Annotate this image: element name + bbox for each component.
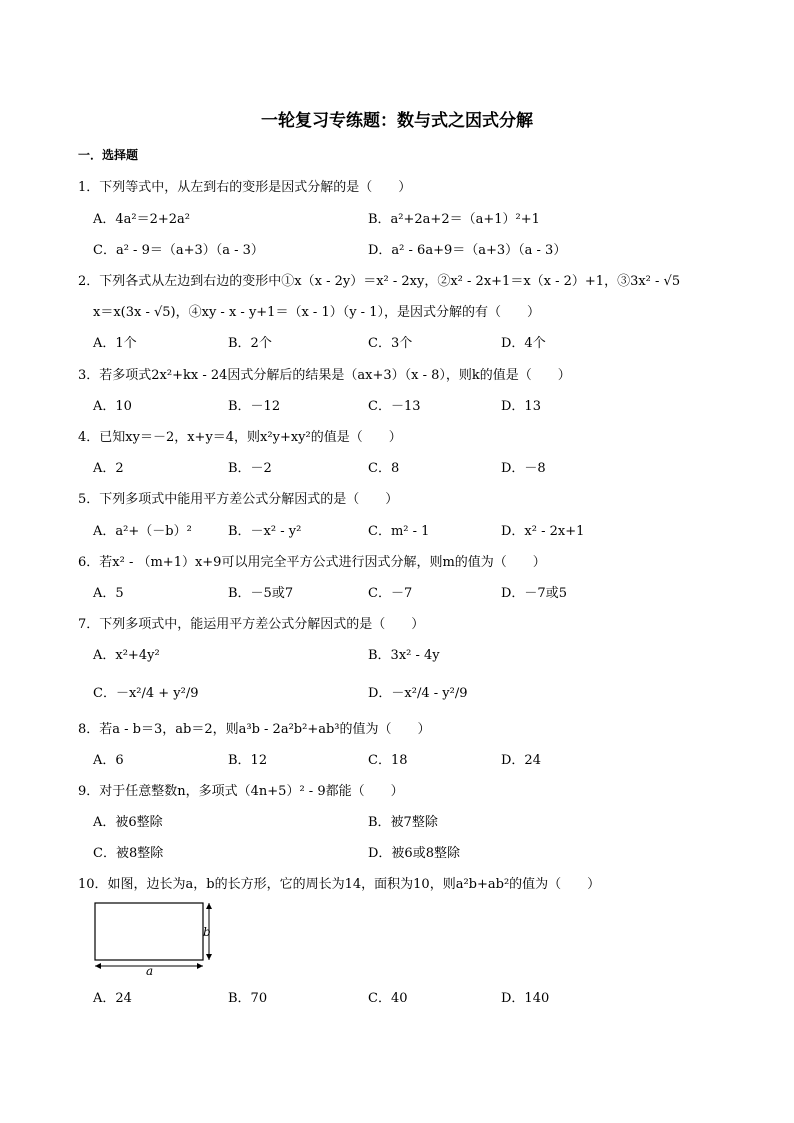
question-stem: 8．若a - b＝3，ab＝2，则a³b - 2a²b²+ab³的值为（ ） <box>78 722 431 737</box>
option-a: A．10 <box>93 399 132 414</box>
option-c: C．3个 <box>368 336 413 351</box>
option-d: D．－8 <box>501 461 546 476</box>
question-stem: 7．下列多项式中，能运用平方差公式分解因式的是（ ） <box>78 617 425 632</box>
question-stem: 10．如图，边长为a，b的长方形，它的周长为14，面积为10，则a²b+ab²的值为（ ） <box>78 877 601 892</box>
option-b: B．12 <box>228 753 268 768</box>
option-c: C．被8整除 <box>93 846 164 861</box>
option-b: B．－2 <box>228 461 272 476</box>
option-c: C．a² - 9＝（a+3）（a - 3） <box>93 243 264 258</box>
question-stem: 4．已知xy＝－2，x+y＝4，则x²y+xy²的值是（ ） <box>78 430 402 445</box>
option-a: A．5 <box>93 586 124 601</box>
question-stem: 9．对于任意整数n，多项式（4n+5）² - 9都能（ ） <box>78 784 404 799</box>
rectangle-figure <box>93 900 223 976</box>
arrowhead-icon <box>206 954 212 960</box>
option-b: B．被7整除 <box>368 815 438 830</box>
option-a: A．2 <box>93 461 124 476</box>
question-stem: 1．下列等式中，从左到右的变形是因式分解的是（ ） <box>78 180 412 195</box>
option-c: C．40 <box>368 991 408 1006</box>
option-b: B．70 <box>228 991 268 1006</box>
option-d: D．－7或5 <box>501 586 567 601</box>
option-c: C．－7 <box>368 586 413 601</box>
question-stem: 6．若x² - （m+1）x+9可以用完全平方公式进行因式分解，则m的值为（ ） <box>78 555 546 570</box>
arrowhead-icon <box>206 903 212 909</box>
page-title: 一轮复习专练题：数与式之因式分解 <box>261 111 533 131</box>
arrowhead-icon <box>95 963 101 969</box>
option-a: A．6 <box>93 753 124 768</box>
option-c: C．8 <box>368 461 400 476</box>
option-b: B．－x² - y² <box>228 524 302 539</box>
section-heading: 一．选择题 <box>78 148 139 162</box>
option-c: C．－13 <box>368 399 421 414</box>
option-d: D．－x²/4 - y²/9 <box>368 686 468 701</box>
option-b: B．3x² - 4y <box>368 648 440 663</box>
option-b: B．2个 <box>228 336 272 351</box>
option-d: D．被6或8整除 <box>368 846 460 861</box>
option-b: B．－5或7 <box>228 586 294 601</box>
question-stem: 5．下列多项式中能用平方差公式分解因式的是（ ） <box>78 492 399 507</box>
question-stem-continued: x＝x(3x - √5)，④xy - x - y+1＝（x - 1）（y - 1），是因式分解的有（ ） <box>93 305 540 320</box>
option-b: B．a²+2a+2＝（a+1）²+1 <box>368 212 540 227</box>
option-b: B．－12 <box>228 399 281 414</box>
option-a: A．x²+4y² <box>93 648 160 663</box>
question-stem: 2．下列各式从左边到右边的变形中①x（x - 2y）＝x² - 2xy，②x² - 2x+1＝x（x - 2）+1，③3x² - √5 <box>78 274 681 289</box>
option-d: D．24 <box>501 753 541 768</box>
option-c: C．18 <box>368 753 408 768</box>
label-b: b <box>203 925 211 939</box>
option-a: A．a²+（－b）² <box>93 524 192 539</box>
option-a: A．4a²＝2+2a² <box>93 212 191 227</box>
rectangle-shape <box>95 903 203 960</box>
option-d: D．140 <box>501 991 550 1006</box>
option-a: A．被6整除 <box>93 815 163 830</box>
option-d: D．x² - 2x+1 <box>501 524 585 539</box>
question-stem: 3．若多项式2x²+kx - 24因式分解后的结果是（ax+3）（x - 8），则k的值是（ ） <box>78 368 571 383</box>
option-d: D．a² - 6a+9＝（a+3）（a - 3） <box>368 243 567 258</box>
option-c: C．m² - 1 <box>368 524 430 539</box>
option-a: A．1个 <box>93 336 137 351</box>
label-a: a <box>146 964 154 976</box>
option-a: A．24 <box>93 991 132 1006</box>
option-d: D．13 <box>501 399 541 414</box>
option-d: D．4个 <box>501 336 546 351</box>
option-c: C．－x²/4 + y²/9 <box>93 686 199 701</box>
arrowhead-icon <box>197 963 203 969</box>
